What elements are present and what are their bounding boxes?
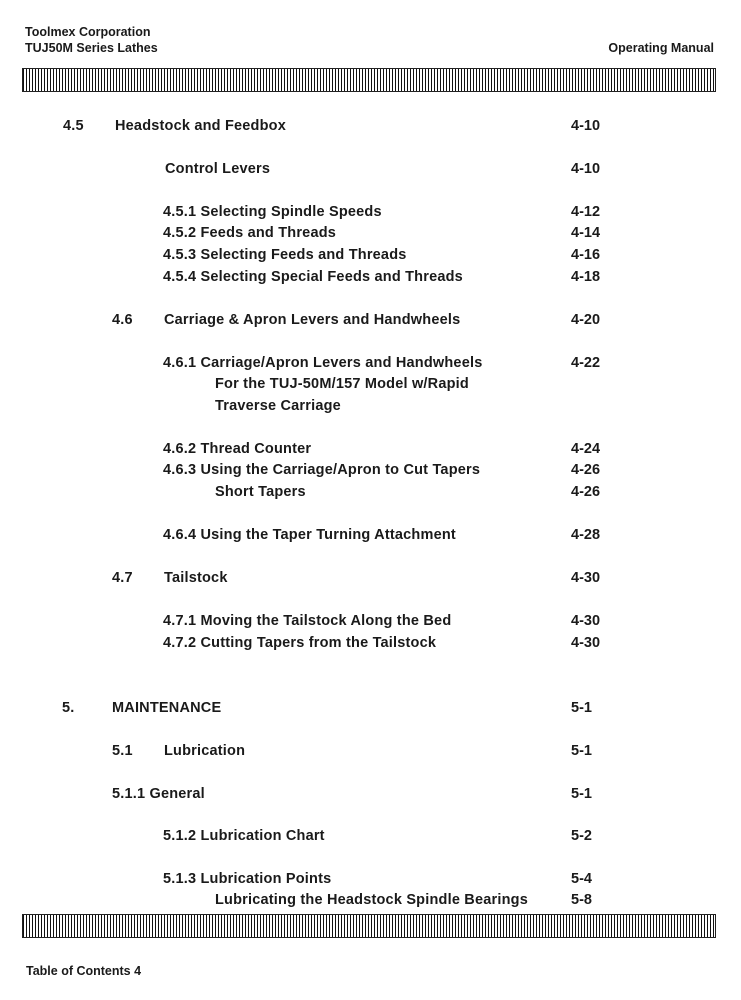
toc-title-continuation: For the TUJ-50M/157 Model w/Rapid xyxy=(215,376,469,392)
toc-page: 4-26 xyxy=(571,462,601,478)
toc-title: 4.7.1 Moving the Tailstock Along the Bed xyxy=(163,613,452,629)
toc-title: 4.6.4 Using the Taper Turning Attachment xyxy=(163,527,456,543)
toc-page: 4-30 xyxy=(571,613,601,629)
toc-page: 4-30 xyxy=(571,635,601,651)
toc-page: 4-28 xyxy=(571,527,601,543)
toc-title: Carriage & Apron Levers and Handwheels xyxy=(164,312,461,328)
toc-title: 4.6.3 Using the Carriage/Apron to Cut Tapers xyxy=(163,462,481,478)
toc-page: 4-26 xyxy=(571,484,601,500)
toc-num: 4.6 xyxy=(112,312,133,328)
toc-page: 5-8 xyxy=(571,892,592,908)
toc-title-continuation: Traverse Carriage xyxy=(215,398,341,414)
company-name: Toolmex Corporation xyxy=(25,25,151,39)
toc-title: 4.6.2 Thread Counter xyxy=(163,441,312,457)
toc-title: 5.1.1 General xyxy=(112,786,205,802)
toc-page: 5-2 xyxy=(571,828,592,844)
toc-page: 5-1 xyxy=(571,786,592,802)
toc-page: 4-24 xyxy=(571,441,601,457)
toc-title: Tailstock xyxy=(164,570,228,586)
toc-page: 5-1 xyxy=(571,743,592,759)
bottom-hatched-rule xyxy=(22,914,716,938)
toc-num: 4.7 xyxy=(112,570,133,586)
toc-page: 4-30 xyxy=(571,570,601,586)
toc-title: 5.1.3 Lubrication Points xyxy=(163,871,332,887)
toc-page: 4-10 xyxy=(571,161,601,177)
product-series: TUJ50M Series Lathes xyxy=(25,41,158,55)
toc-title: 4.5.1 Selecting Spindle Speeds xyxy=(163,204,382,220)
toc-title: 4.5.2 Feeds and Threads xyxy=(163,225,337,241)
toc-page: 4-12 xyxy=(571,204,601,220)
manual-title: Operating Manual xyxy=(608,41,714,55)
toc-title: 4.7.2 Cutting Tapers from the Tailstock xyxy=(163,635,437,651)
toc-num: 5. xyxy=(62,700,75,716)
toc-title: Lubricating the Headstock Spindle Bearings xyxy=(215,892,528,908)
toc-page: 4-22 xyxy=(571,355,601,371)
toc-title: Lubrication xyxy=(164,743,246,759)
toc-title: 4.6.1 Carriage/Apron Levers and Handwheels xyxy=(163,355,483,371)
toc-page: 4-16 xyxy=(571,247,601,263)
toc-page: 5-4 xyxy=(571,871,592,887)
toc-page: 4-14 xyxy=(571,225,601,241)
toc-page: 4-20 xyxy=(571,312,601,328)
top-hatched-rule xyxy=(22,68,716,92)
page-footer: Table of Contents 4 xyxy=(26,964,142,978)
toc-title: 4.5.3 Selecting Feeds and Threads xyxy=(163,247,407,263)
toc-title: Control Levers xyxy=(165,161,271,177)
toc-title: 4.5.4 Selecting Special Feeds and Threads xyxy=(163,269,463,285)
toc-page: 4-10 xyxy=(571,118,601,134)
toc-page: 4-18 xyxy=(571,269,601,285)
toc-num: 5.1 xyxy=(112,743,133,759)
toc-title: MAINTENANCE xyxy=(112,700,222,716)
toc-num: 4.5 xyxy=(63,118,84,134)
toc-title: Headstock and Feedbox xyxy=(115,118,286,134)
toc-title: 5.1.2 Lubrication Chart xyxy=(163,828,325,844)
toc-page: 5-1 xyxy=(571,700,592,716)
toc-title: Short Tapers xyxy=(215,484,306,500)
